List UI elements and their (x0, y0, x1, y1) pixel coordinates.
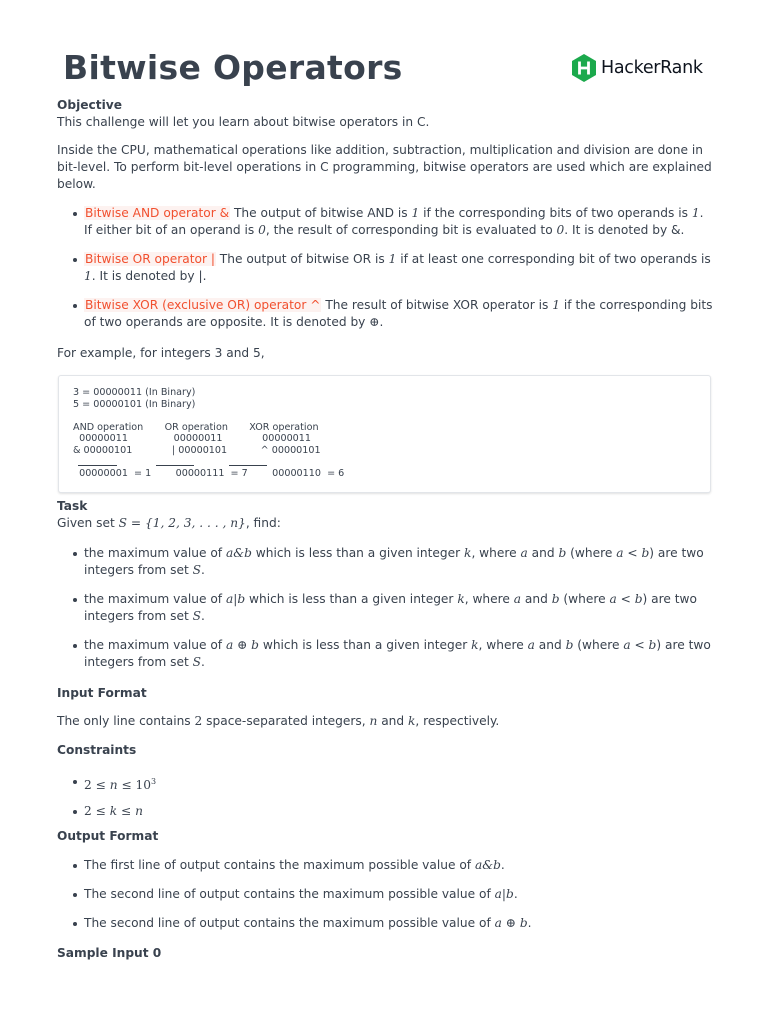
task-given: Given set S = {1, 2, 3, . . . , n}, find: (57, 516, 281, 530)
operator-name: Bitwise AND operator & (85, 206, 230, 220)
list-item: Bitwise OR operator | The output of bitwise OR is 1 if at least one corresponding bit of two operands is 1. It is denoted by |. (57, 251, 713, 285)
objective-heading: Objective (57, 98, 122, 112)
constraints-list (57, 773, 713, 820)
page-title: Bitwise Operators (63, 48, 403, 87)
divider (78, 465, 117, 466)
list-item: The second line of output contains the maximum possible value of a|b. (57, 886, 713, 903)
task-section (57, 498, 713, 532)
objective-line: This challenge will let you learn about bitwise operators in C. (57, 115, 430, 129)
list-item: Bitwise XOR (exclusive OR) operator ^ The result of bitwise XOR operator is 1 if the corresponding bits of two operands are opposite. It is denoted by ⊕. (57, 297, 713, 331)
operators-list (57, 205, 713, 331)
input-format-heading: Input Format (57, 686, 147, 700)
list-item: the maximum value of a|b which is less than a given integer k, where a and b (where a < b) are two integers from set S. (57, 591, 713, 625)
hackerrank-hexagon-icon (570, 53, 598, 83)
divider (229, 465, 267, 466)
operator-name: Bitwise OR operator | (85, 252, 215, 266)
task-list (57, 545, 713, 671)
list-item: The second line of output contains the maximum possible value of a ⊕ b. (57, 915, 713, 932)
input-format-text: The only line contains 2 space-separated integers, n and k, respectively. (57, 714, 500, 728)
list-item: 2 ≤ k ≤ n (57, 803, 713, 820)
output-format-list (57, 857, 713, 932)
list-item: the maximum value of a ⊕ b which is less than a given integer k, where a and b (where a < b) are two integers from set S. (57, 637, 713, 671)
example-intro: For example, for integers 3 and 5, (57, 346, 265, 360)
divider (156, 465, 194, 466)
list-item: The first line of output contains the maximum possible value of a&b. (57, 857, 713, 874)
constraints-heading: Constraints (57, 743, 137, 757)
code-example: 3 = 00000011 (In Binary) 5 = 00000101 (In Binary) AND operation OR operation XOR operation 00000011 00000011 00000011 & 00000101 | 00000101 ^ 00000101 00000001 = 1 00000111 = 7 00000110 = 6 (73, 387, 345, 480)
objective-paragraph: Inside the CPU, mathematical operations like addition, subtraction, multiplication and division are done in bit-level. To perform bit-level operations in C programming, bitwise operators are used which are explained below. (57, 143, 712, 191)
task-heading: Task (57, 499, 88, 513)
sample-input-heading: Sample Input 0 (57, 946, 162, 960)
brand-name: HackerRank (601, 57, 703, 78)
objective-section (57, 97, 713, 131)
output-format-heading: Output Format (57, 829, 159, 843)
list-item: Bitwise AND operator & The output of bitwise AND is 1 if the corresponding bits of two operands is 1. If either bit of an operand is 0, the result of corresponding bit is evaluated to 0. It is denoted by &. (57, 205, 713, 239)
code-example-box (58, 375, 711, 493)
list-item: $2 \le n \le 10^3$ (57, 773, 713, 794)
operator-name: Bitwise XOR (exclusive OR) operator ^ (85, 298, 321, 312)
hackerrank-logo (570, 53, 703, 83)
list-item: the maximum value of a&b which is less than a given integer k, where a and b (where a < b) are two integers from set S. (57, 545, 713, 579)
